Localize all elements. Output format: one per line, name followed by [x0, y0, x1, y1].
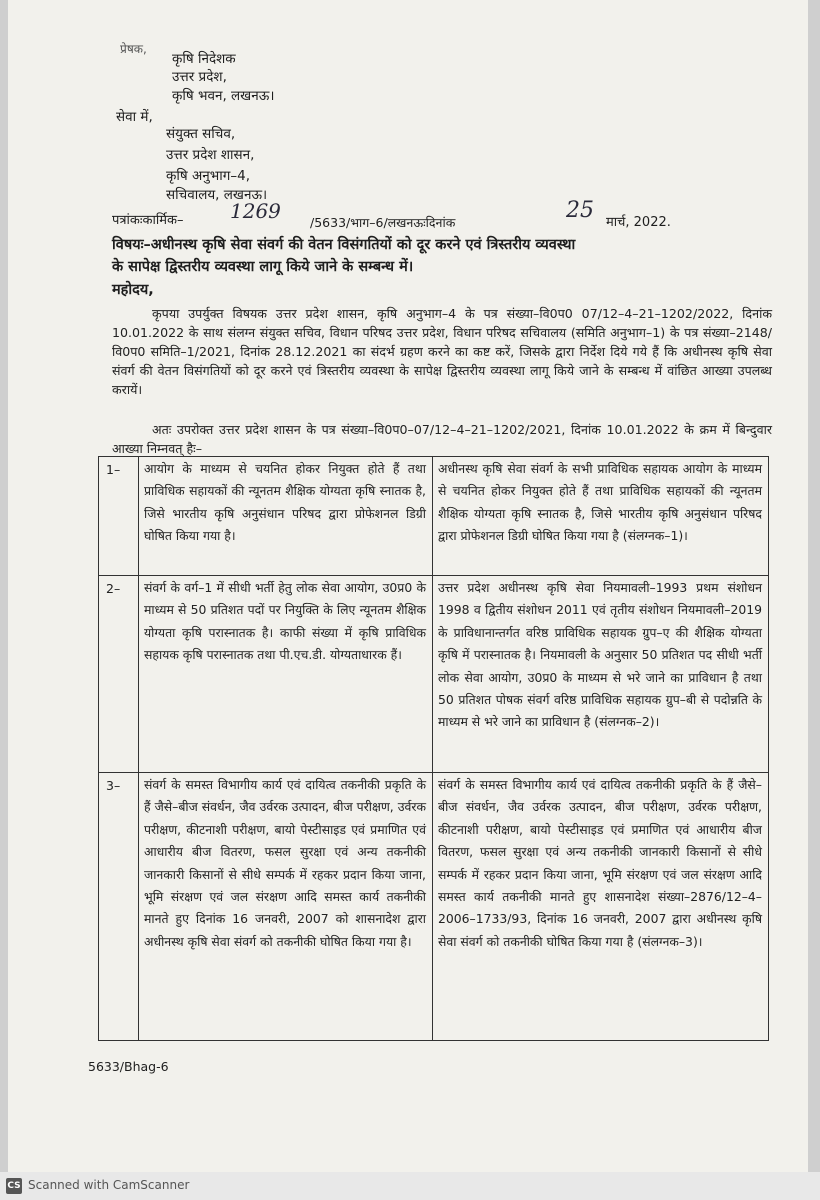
table-cell-left: संवर्ग के वर्ग–1 में सीधी भर्ती हेतु लोक सेवा आयोग, उ0प्र0 के माध्यम से 50 प्रतिशत पदों पर नियुक्ति के लिए न्यूनतम शैक्षिक योग्यता कृषि परास्नातक है। काफी संख्या में कृषि प्राविधिक सहायक कृषि परास्नातक तथा पी.एच.डी. योग्यताधारक हैं। — [144, 580, 426, 663]
sender-prefix: प्रेषक, — [120, 42, 147, 56]
table-row-divider — [98, 575, 768, 576]
sender-line-3: कृषि भवन, लखनऊ। — [172, 88, 275, 104]
camscanner-logo-icon: CS — [6, 1178, 22, 1194]
table-column-divider — [138, 456, 139, 1041]
sender-line-2: उत्तर प्रदेश, — [172, 69, 227, 85]
table-border-top — [98, 456, 768, 457]
salutation: महोदय, — [112, 282, 154, 298]
table-row-number: 2– — [106, 581, 121, 596]
recipient-prefix: सेवा में, — [116, 109, 153, 125]
document-page — [8, 0, 808, 1172]
table-row-divider — [98, 772, 768, 773]
reference-date-tail: मार्च, 2022. — [606, 215, 671, 230]
body-paragraph-2: अतः उपरोक्त उत्तर प्रदेश शासन के पत्र संख्या–वि0प0–07/12–4–21–1202/2021, दिनांक 10.01.2022 के क्रम में बिन्दुवार आख्या निम्नवत् हैः– — [112, 422, 772, 456]
recipient-line-2: उत्तर प्रदेश शासन, — [166, 147, 255, 163]
footer-code: 5633/Bhag-6 — [88, 1059, 169, 1074]
recipient-line-3: कृषि अनुभाग–4, — [166, 168, 250, 184]
sender-line-1: कृषि निदेशक — [172, 51, 236, 67]
table-cell-right: उत्तर प्रदेश अधीनस्थ कृषि सेवा नियमावली–1993 प्रथम संशोधन 1998 व द्वितीय संशोधन 2011 एवं तृतीय संशोधन नियमावली–2019 के प्राविधानान्तर्गत वरिष्ठ प्राविधिक सहायक ग्रुप–ए की शैक्षिक योग्यता कृषि में परास्नातक है। नियमावली के अनुसार 50 प्रतिशत पद सीधी भर्ती लोक सेवा आयोग, उ0प्र0 के माध्यम से भरे जाने का प्राविधान है तथा 50 प्रतिशत पोषक संवर्ग वरिष्ठ प्राविधिक सहायक ग्रुप–बी से पदोन्नति के माध्यम से भरे जाने का प्राविधान है (संलग्नक–2)। — [438, 580, 762, 730]
table-cell-left: संवर्ग के समस्त विभागीय कार्य एवं दायित्व तकनीकी प्रकृति के हैं जैसे–बीज संवर्धन, जैव उर्वरक उत्पादन, बीज परीक्षण, उर्वरक परीक्षण, कीटनाशी परीक्षण, बायो पेस्टीसाइड एवं प्रमाणित एवं आधारीय बीज वितरण, फसल सुरक्षा एवं अन्य तकनीकी जानकारी किसानों से सीधे सम्पर्क में रहकर प्रदान किया जाना, भूमि संरक्षण एवं जल संरक्षण आदि समस्त कार्य तकनीकी मानते हुए दिनांक 16 जनवरी, 2007 को शासनादेश द्वारा अधीनस्थ कृषि सेवा संवर्ग को तकनीकी घोषित किया गया है। — [144, 777, 426, 949]
table-cell-right: अधीनस्थ कृषि सेवा संवर्ग के सभी प्राविधिक सहायक आयोग के माध्यम से चयनित होकर नियुक्त होते हैं तथा प्राविधिक सहायकों की न्यूनतम शैक्षिक योग्यता कृषि स्नातक है, जिसे भारतीय कृषि अनुसंधान परिषद द्वारा प्रोफेशनल डिग्री घोषित किया गया है (संलग्नक–1)। — [438, 461, 762, 544]
recipient-line-4: सचिवालय, लखनऊ। — [166, 187, 268, 203]
table-border-bottom — [98, 1040, 768, 1041]
table-row-number: 3– — [106, 778, 121, 793]
table-cell-left: आयोग के माध्यम से चयनित होकर नियुक्त होते हैं तथा प्राविधिक सहायकों की न्यूनतम शैक्षिक योग्यता कृषि स्नातक है, जिसे भारतीय कृषि अनुसंधान परिषद द्वारा प्रोफेशनल डिग्री घोषित किया गया है। — [144, 461, 426, 544]
subject-line-1: विषयः–अधीनस्थ कृषि सेवा संवर्ग की वेतन विसंगतियों को दूर करने एवं त्रिस्तरीय व्यवस्था — [112, 237, 576, 253]
reference-label: पत्रांकःकार्मिक– — [112, 213, 184, 228]
recipient-line-1: संयुक्त सचिव, — [166, 126, 236, 142]
scanner-footer — [0, 1172, 820, 1200]
table-column-divider — [432, 456, 433, 1041]
reference-handwritten-number: 1269 — [230, 199, 281, 223]
table-row-number: 1– — [106, 462, 121, 477]
subject-line-2: के सापेक्ष द्विस्तरीय व्यवस्था लागू किये जाने के सम्बन्ध में। — [112, 259, 414, 275]
reference-handwritten-day: 25 — [566, 198, 594, 223]
scanner-watermark-text: Scanned with CamScanner — [28, 1178, 190, 1192]
table-border-right — [768, 456, 769, 1041]
table-border-left — [98, 456, 99, 1041]
body-paragraph-1: कृपया उपर्युक्त विषयक उत्तर प्रदेश शासन, कृषि अनुभाग–4 के पत्र संख्या–वि0प0 07/12–4–21–1202/2022, दिनांक 10.01.2022 के साथ संलग्न संयुक्त सचिव, विधान परिषद उत्तर प्रदेश, विधान परिषद सचिवालय (समिति अनुभाग–1) के पत्र संख्या–2148/वि0प0 समिति–1/2021, दिनांक 28.12.2021 का संदर्भ ग्रहण करने का कष्ट करें, जिसके द्वारा निर्देश दिये गये हैं कि अधीनस्थ कृषि सेवा संवर्ग की वेतन विसंगतियों को दूर करने एवं त्रिस्तरीय व्यवस्था के सापेक्ष द्विस्तरीय व्यवस्था लागू किये जाने के सम्बन्ध में वांछित आख्या उपलब्ध करायें। — [112, 306, 772, 397]
table-cell-right: संवर्ग के समस्त विभागीय कार्य एवं दायित्व तकनीकी प्रकृति के हैं जैसे–बीज संवर्धन, जैव उर्वरक उत्पादन, बीज परीक्षण, उर्वरक परीक्षण, कीटनाशी परीक्षण, बायो पेस्टीसाइड एवं प्रमाणित एवं आधारीय बीज वितरण, फसल सुरक्षा एवं अन्य तकनीकी जानकारी किसानों से सीधे सम्पर्क में रहकर प्रदान किया जाना, भूमि संरक्षण एवं जल संरक्षण आदि समस्त कार्य तकनीकी मानते हुए शासनादेश संख्या–2876/12–4–2006–1733/93, दिनांक 16 जनवरी, 2007 द्वारा अधीनस्थ कृषि सेवा संवर्ग को तकनीकी घोषित किया गया है (संलग्नक–3)। — [438, 777, 762, 949]
reference-middle: /5633/भाग–6/लखनऊःदिनांक — [310, 215, 456, 230]
